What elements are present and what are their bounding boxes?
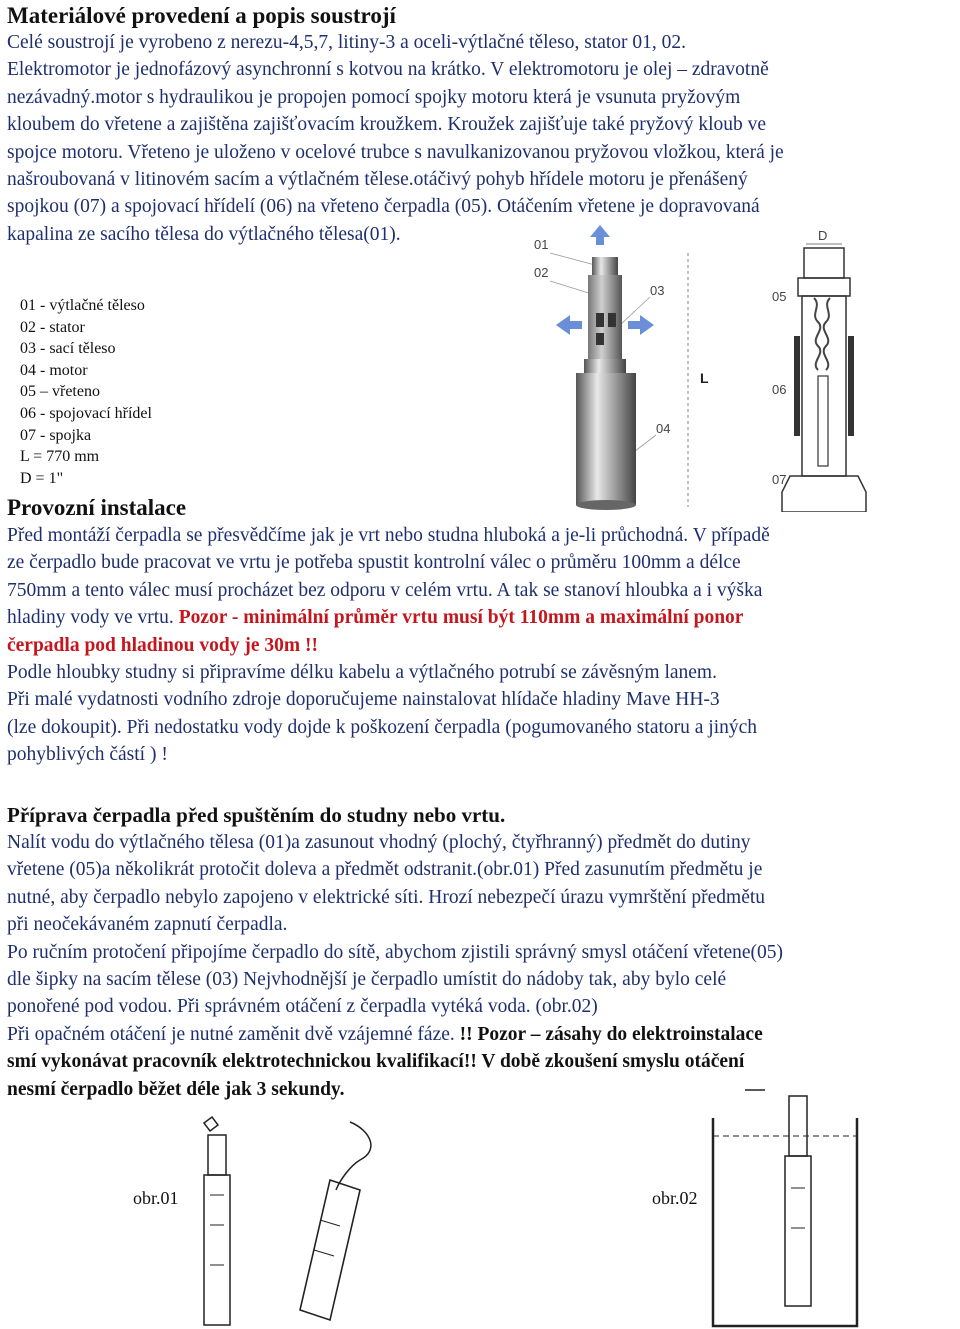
parts-legend [20,295,152,489]
text-line: Při malé vydatnosti vodního zdroje doporučujeme nainstalovat hlídače hladiny Mave HH-3 [7,689,720,711]
text-line: Celé soustrojí je vyrobeno z nerezu-4,5,7, litiny-3 a oceli-výtlačné těleso, stator 01, 02. [7,32,687,53]
label-04: 04 [656,421,671,436]
text-span: Při opačném otáčení je nutné zaměnit dvě vzájemné fáze. [7,1023,460,1045]
legend-item: L = 770 mm [20,448,100,466]
text-line: nutné, aby čerpadlo nebylo zapojeno v elektrické síti. Hrozí nebezpečí úrazu vymrštění předmětu [7,886,766,908]
text-line: nezávadný.motor s hydraulikou je propojen pomocí spojky motoru která je vsunuta pryžovým [7,86,741,108]
label-L: L [700,370,709,386]
text-line: 750mm a tento válec musí procházet bez odporu v celém vrtu. A tak se stanoví hloubka a i výška [7,579,763,601]
text-span: hladiny vody ve vrtu. [7,607,179,629]
sketch-pump-hand [290,1120,400,1329]
text-line [7,604,957,631]
legend-item: 07 - spojka [20,426,92,444]
text-line: Elektromotor je jednofázový asynchronní s kotvou na krátko. V elektromotoru je olej – zdravotně [7,59,769,81]
label-03: 03 [650,283,665,298]
text-line: kapalina ze sacího tělesa do výtlačného tělesa(01). [7,223,401,245]
section-title-preparation: Příprava čerpadla před spuštěním do studny nebo vrtu. [7,803,506,827]
legend-item: 04 - motor [20,361,88,379]
label-07: 07 [772,472,787,487]
text-line: při neočekávaném zapnutí čerpadla. [7,914,288,936]
arrow-right-icon [628,315,654,335]
arrow-up-icon [590,225,610,245]
section-title-installation: Provozní instalace [7,495,187,520]
legend-item: 02 - stator [20,318,85,336]
sketch-pump-vertical [190,1115,250,1329]
warning-text: smí vykonávat pracovník elektrotechnickou kvalifikací!! V době zkoušení smyslu otáčení [7,1051,745,1073]
paragraph-installation [7,522,957,769]
text-line: pohyblivých částí ) ! [7,744,168,766]
warning-text: Pozor - minimální průměr vrtu musí být 110mm a maximální ponor [178,607,744,629]
text-line [7,1021,957,1048]
text-line: spojce motoru. Vřeteno je uloženo v ocelové trubce s navulkanizovanou pryžovou vložkou, která je [7,141,784,163]
text-line: (lze dokoupit). Při nedostatku vody dojde k poškození čerpadla (pogumovaného statoru a jiných [7,716,758,738]
legend-item: 06 - spojovací hřídel [20,404,152,422]
warning-text: !! Pozor – zásahy do elektroinstalace [459,1023,763,1045]
legend-item: 05 – vřeteno [20,383,100,401]
label-D: D [818,228,828,243]
text-line: dle šipky na sacím tělese (03) Nejvhodnější je čerpadlo umístit do nádoby tak, aby bylo celé [7,969,727,991]
text-line: ze čerpadlo bude pracovat ve vrtu je potřeba spustit kontrolní válec o průměru 100mm a délce [7,552,741,574]
warning-text: nesmí čerpadlo běžet déle jak 3 sekundy. [7,1078,345,1100]
label-06: 06 [772,382,787,397]
text-line: vřetene (05)a několikrát protočit doleva a předmět odstranit.(obr.01) Před zasunutím předmětu je [7,859,763,881]
legend-item: 01 - výtlačné těleso [20,297,145,314]
text-line: spojkou (07) a spojovací hřídelí (06) na vřeteno čerpadla (05). Otáčením vřetene je dopravovaná [7,196,760,218]
label-02: 02 [534,265,549,280]
caption-obr01: obr.01 [133,1188,179,1208]
text-line: ponořené pod vodou. Při správném otáčení z čerpadla vytéká voda. (obr.02) [7,996,598,1018]
caption-obr02: obr.02 [652,1188,698,1208]
label-05: 05 [772,289,787,304]
pump-illustration [520,225,720,515]
legend-item: 03 - sací těleso [20,340,116,358]
legend-item: D = 1" [20,469,64,487]
arrow-left-icon [556,315,582,335]
text-line: našroubovaná v litinovém sacím a výtlačném tělese.otáčivý pohyb hřídele motoru je přenášený [7,169,748,191]
section-title-material: Materiálové provedení a popis soustrojí [7,3,396,28]
paragraph-material [7,29,957,248]
text-line: Před montáží čerpadla se přesvědčíme jak je vrt nebo studna hluboká a je-li průchodná. V případě [7,525,770,546]
warning-text: čerpadla pod hladinou vody je 30m !! [7,634,318,656]
text-line: kloubem do vřetene a zajištěna zajišťovacím kroužkem. Kroužek zajišťuje také pryžový kloub ve [7,114,767,136]
text-line: Podle hloubky studny si připravíme délku kabelu a výtlačného potrubí se závěsným lanem. [7,662,717,684]
text-line: Po ručním protočení připojíme čerpadlo do sítě, abychom zjistili správný smysl otáčení vřetene(05) [7,941,784,963]
paragraph-preparation [7,829,957,1103]
label-01: 01 [534,237,549,252]
sketch-pump-container [705,1088,865,1329]
text-line: Nalít vodu do výtlačného tělesa (01)a zasunout vhodný (plochý, čtyřhranný) předmět do dutiny [7,832,751,853]
pump-cross-section [762,226,872,512]
